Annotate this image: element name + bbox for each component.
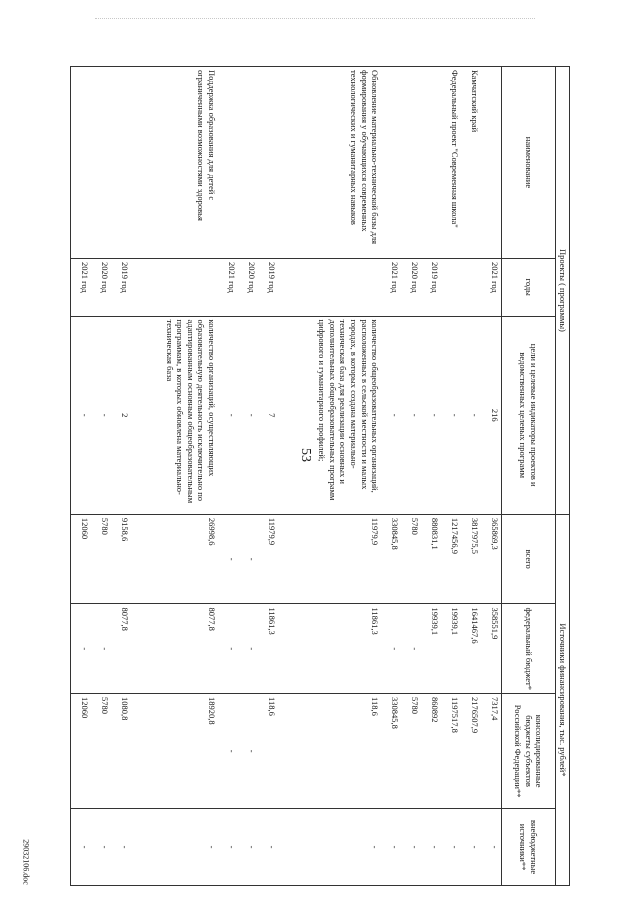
cell-extra: - — [131, 809, 218, 886]
cell-extra: - — [238, 809, 258, 886]
table-row — [381, 67, 401, 886]
cell-federal: 11861,3 — [278, 604, 382, 694]
cell-year: 2020 год — [238, 258, 258, 316]
cell-indicator: - — [381, 316, 401, 514]
cell-total: 11979,9 — [258, 514, 278, 604]
cell-regional: 5780 — [91, 694, 111, 809]
cell-name: Обновление материально-технической базы для формирования у обучающихся современных технологических и гуманитарных навыков — [278, 67, 382, 259]
header-sources-group: Источники финансирования, тыс. рублей* — [556, 514, 570, 885]
cell-federal: 1641467,6 — [461, 604, 481, 694]
header-years: годы — [502, 258, 556, 316]
cell-regional: 118,6 — [258, 694, 278, 809]
cell-indicator: - — [421, 316, 441, 514]
cell-total: 26998,6 — [131, 514, 218, 604]
header-extra: внебюджетные источники** — [502, 809, 556, 886]
cell-name — [71, 67, 92, 259]
scan-artifact-line — [95, 18, 535, 19]
cell-total: 12060 — [71, 514, 92, 604]
cell-indicator: - — [71, 316, 92, 514]
cell-year: 2021 год — [71, 258, 92, 316]
cell-name — [401, 67, 421, 259]
cell-federal: - — [401, 604, 421, 694]
cell-indicator: 2 — [111, 316, 131, 514]
table-row — [91, 67, 111, 886]
cell-name — [481, 67, 502, 259]
cell-total: 3817975,5 — [461, 514, 481, 604]
cell-federal: 11861,3 — [258, 604, 278, 694]
cell-extra: - — [461, 809, 481, 886]
cell-year — [278, 258, 382, 316]
cell-total: 5780 — [401, 514, 421, 604]
cell-regional: 860892 — [421, 694, 441, 809]
cell-indicator: количество организаций, осуществляющих образовательную деятельность исключительно по адаптированным основным общеобразовательным программам, в которых обновлена материально-техническая база — [131, 316, 218, 514]
cell-extra: - — [71, 809, 92, 886]
cell-name — [421, 67, 441, 259]
table-row — [421, 67, 441, 886]
cell-indicator: - — [401, 316, 421, 514]
cell-total: 365869,3 — [481, 514, 502, 604]
cell-regional: 12060 — [71, 694, 92, 809]
cell-total: 880831,1 — [421, 514, 441, 604]
cell-name — [111, 67, 131, 259]
file-name: 29032106.doc — [21, 839, 31, 885]
cell-indicator: - — [91, 316, 111, 514]
table-row — [71, 67, 92, 886]
cell-year: 2020 год — [91, 258, 111, 316]
table-row — [278, 67, 382, 886]
cell-federal: - — [218, 604, 238, 694]
cell-name — [238, 67, 258, 259]
cell-name — [91, 67, 111, 259]
cell-regional: 7317,4 — [481, 694, 502, 809]
cell-total: 5780 — [91, 514, 111, 604]
cell-extra: - — [91, 809, 111, 886]
table-body — [71, 67, 502, 886]
cell-year: 2021 год — [381, 258, 401, 316]
cell-indicator: 7 — [258, 316, 278, 514]
cell-regional: 5780 — [401, 694, 421, 809]
cell-total: 9158,6 — [111, 514, 131, 604]
cell-regional: 18920,8 — [131, 694, 218, 809]
cell-federal: 358551,9 — [481, 604, 502, 694]
header-total: всего — [502, 514, 556, 604]
header-indicators: цели и целевые индикаторы проектов и ведомственных целевых программ — [502, 316, 556, 514]
financing-table-container — [70, 66, 570, 886]
cell-year: 2021 год — [481, 258, 502, 316]
table-row — [441, 67, 461, 886]
cell-year — [461, 258, 481, 316]
cell-year: 2020 год — [401, 258, 421, 316]
cell-name: Федеральный проект "Современная школа" — [441, 67, 461, 259]
cell-total: - — [238, 514, 258, 604]
cell-year: 2019 год — [421, 258, 441, 316]
table-row — [258, 67, 278, 886]
cell-total: 330845,8 — [381, 514, 401, 604]
cell-extra: - — [401, 809, 421, 886]
cell-federal: - — [381, 604, 401, 694]
cell-indicator: - — [441, 316, 461, 514]
table-row — [401, 67, 421, 886]
cell-year: 2019 год — [258, 258, 278, 316]
table-row — [481, 67, 502, 886]
header-name: наименование — [502, 67, 556, 259]
financing-table — [70, 66, 570, 886]
cell-extra: - — [218, 809, 238, 886]
cell-federal: 19939,1 — [441, 604, 461, 694]
cell-total: 11979,9 — [278, 514, 382, 604]
cell-extra: - — [381, 809, 401, 886]
cell-regional: 118,6 — [278, 694, 382, 809]
table-row — [238, 67, 258, 886]
cell-year — [131, 258, 218, 316]
cell-total: - — [218, 514, 238, 604]
cell-year: 2019 год — [111, 258, 131, 316]
cell-extra: - — [258, 809, 278, 886]
cell-name — [258, 67, 278, 259]
cell-indicator: - — [461, 316, 481, 514]
cell-name — [218, 67, 238, 259]
cell-extra: - — [421, 809, 441, 886]
header-regional: консолидированные бюджеты субъектов Российской Федерации** — [502, 694, 556, 809]
table-row — [218, 67, 238, 886]
cell-name: Поддержка образования для детей с ограниченными возможностями здоровья — [131, 67, 218, 259]
cell-total: 1217456,9 — [441, 514, 461, 604]
cell-federal: 19939,1 — [421, 604, 441, 694]
cell-federal: - — [91, 604, 111, 694]
cell-regional: 330845,8 — [381, 694, 401, 809]
cell-federal: - — [238, 604, 258, 694]
cell-federal: - — [71, 604, 92, 694]
cell-extra: - — [441, 809, 461, 886]
cell-name: Камчатский край — [461, 67, 481, 259]
cell-year — [441, 258, 461, 316]
cell-regional: - — [218, 694, 238, 809]
cell-regional: 2176507,9 — [461, 694, 481, 809]
cell-regional: 1080,8 — [111, 694, 131, 809]
header-projects-group: Проекты ( программы) — [556, 67, 570, 515]
cell-extra: - — [278, 809, 382, 886]
table-row — [461, 67, 481, 886]
cell-regional: - — [238, 694, 258, 809]
cell-indicator: количество общеобразовательных организаций, расположенных в сельской местности и малых городах, в которых создана материально-техническая база для реализации основных и дополнительных общеобразовательных программ цифрового и гуманитарного профилей; — [278, 316, 382, 514]
cell-indicator: - — [238, 316, 258, 514]
cell-indicator: - — [218, 316, 238, 514]
cell-extra: - — [111, 809, 131, 886]
cell-extra: - — [481, 809, 502, 886]
cell-regional: 1197517,8 — [441, 694, 461, 809]
header-federal: федеральный бюджет* — [502, 604, 556, 694]
page-number: 53 — [298, 448, 313, 462]
cell-indicator: 216 — [481, 316, 502, 514]
cell-name — [381, 67, 401, 259]
cell-federal: 8077,8 — [111, 604, 131, 694]
table-row — [131, 67, 218, 886]
cell-year: 2021 год — [218, 258, 238, 316]
cell-federal: 8077,8 — [131, 604, 218, 694]
table-row — [111, 67, 131, 886]
